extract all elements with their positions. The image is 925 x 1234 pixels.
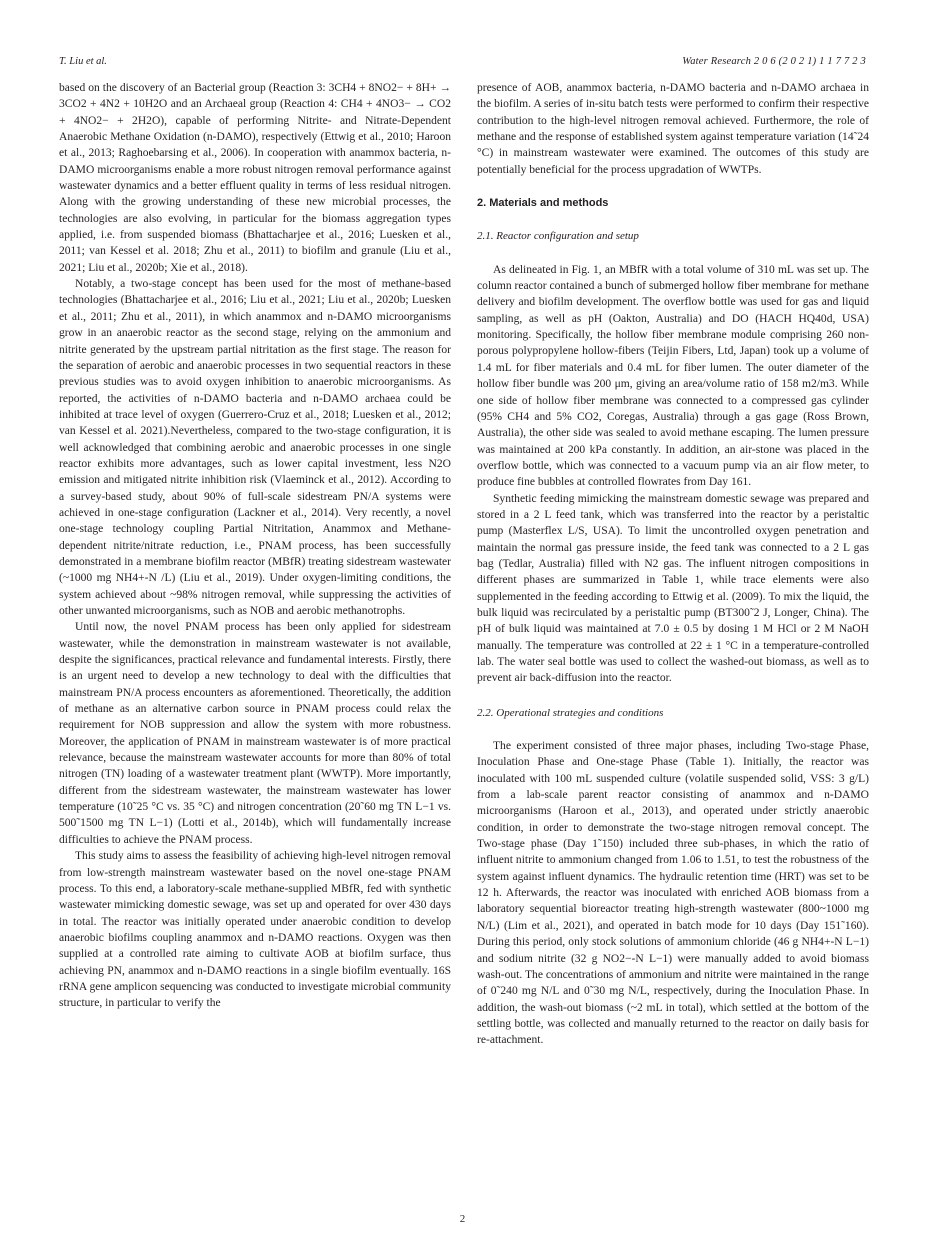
paragraph: As delineated in Fig. 1, an MBfR with a total volume of 310 mL was set up. The column reactor contained a bunch of submerged hollow fiber membrane for methane delivery and biofilm development. The overflow bottle was used for gas and liquid sampling, as well as pH (Oakton, Australia) and DO (HACH HQ40d, USA) monitoring. Specifically, the hollow fiber membrane module comprising 260 non-porous polypropylene hollow-fibers (Teijin Fibers, Ltd, Japan) took up a volume of 1.4 mL for fiber materials and 0.4 mL for fiber lumen. The outer diameter of the hollow fiber bundle was 200 μm, giving an area/volume ratio of 158 m2/m3. While one side of hollow fiber membrane was connected to a compressed gas cylinder (95% CH4 and 5% CO2, Coregas, Australia) through a gas gage (Ross Brown, Australia), the other side was sealed to avoid methane escaping. The lumen pressure was maintained at 200 kPa constantly. In addition, an air-stone was placed in the overflow bottle, which was connected to a vacuum pump via an air flow meter, to produce fine bubbles at controlled flowrates from Day 161.: [477, 263, 869, 489]
right-column: [477, 80, 869, 1049]
paragraph: Notably, a two-stage concept has been used for the most of methane-based technologies (Bhattacharjee et al., 2016; Liu et al., 2021; Liu et al., 2020b; Luesken et al., 2011; Zhu et al., 2011), in which anammox and n-DAMO microorganisms grow in an anaerobic reactor as the second stage, relying on the ammonium and nitrite generated by the upstream partial nitritation as the first stage. The reason for the separation of aerobic and anaerobic processes in two sequential reactors in these previous studies was to avoid oxygen inhibition to anaerobic microorganisms. As reported, the activities of n-DAMO bacteria and n-DAMO archaea could be inhibited at trace level of oxygen (Guerrero-Cruz et al., 2018; Luesken et al., 2012; van Kessel et al. 2021).Nevertheless, compared to the two-stage configuration, it is well acknowledged that combining aerobic and anaerobic processes in one single reactor exhibits more advantages, such as lower capital investment, less N2O emission and mitigated nitrite inhibition risk (Vlaeminck et al., 2012). According to a survey-based study, about 90% of full-scale sidestream PN/A systems were achieved in one-stage configuration (Lackner et al., 2014). Very recently, a novel one-stage technology coupling Partial Nitritation, Anammox and Methane-dependent nitrite/nitrate reduction, i.e., PNAM process, has been successfully demonstrated in a membrane biofilm reactor (MBfR) treating sidestream wastewater (~1000 mg NH4+-N /L) (Liu et al., 2019). Under oxygen-limiting conditions, the system achieved about ~98% nitrogen removal, while suppressing the activities of other unwanted microorganisms, such as NOB and aerobic methanotrophs.: [59, 278, 451, 617]
running-head-journal: Water Research 2 0 6 (2 0 2 1) 1 1 7 7 2 3: [682, 56, 866, 67]
subsection-heading: 2.2. Operational strategies and conditions: [477, 706, 664, 719]
paragraph: The experiment consisted of three major phases, including Two-stage Phase, Inoculation Phase and One-stage Phase (Table 1). Initially, the reactor was inoculated with 100 mL suspended culture (volatile suspended solid, VSS: 3 g/L) from a lab-scale parent reactor consisting of anammox and n-DAMO microorganisms (Haroon et al., 2013), and operated under strictly anaerobic condition, in order to demonstrate the two-stage nitrogen removal concept. The Two-stage phase (Day 1˜150) included three sub-phases, in which the ratio of influent nitrite to ammonium changed from 1.06 to 1.51, to test the robustness of the system against influent dynamics. The hydraulic retention time (HRT) was set to be 12 h. Afterwards, the reactor was inoculated with enriched AOB biomass from a laboratory sequential bioreactor treating high-strength wastewater (800~1000 mg N/L) (Lim et al., 2021), and operated in batch mode for 10 days (Day 151˜160). During this period, only stock solutions of ammonium chloride (46 g NH4+-N L−1) and sodium nitrite (32 g NO2−-N L−1) were manually added to avoid biomass wash-out. The concentrations of ammonium and nitrite were maintained in the range of 0˜240 mg N/L and 0˜30 mg N/L, respectively, during the Inoculation Phase. In addition, the wash-out biomass (~2 mL in total), which settled at the bottom of the settling bottle, was collected and manually returned to the reactor on daily basis for re-attachment.: [477, 740, 869, 1047]
paragraph: This study aims to assess the feasibility of achieving high-level nitrogen removal from low-strength mainstream wastewater based on the novel one-stage PNAM process. To this end, a laboratory-scale methane-supplied MBfR, fed with synthetic wastewater mimicking domestic sewage, was set up and operated for over 430 days in total. The reactor was initially operated under anaerobic condition to develop anaerobic biofilms coupling anammox and n-DAMO reactions. Oxygen was then supplied at a controlled rate aiming to cultivate AOB at biofilm surface, thus achieving PN, anammox and n-DAMO reactions in a single biofilm eventually. 16S rRNA gene amplicon sequencing was conducted to investigate microbial community structure, in particular to verify the: [59, 850, 451, 1010]
paragraph: Synthetic feeding mimicking the mainstream domestic sewage was prepared and stored in a 2 L feed tank, which was transferred into the reactor by a peristaltic pump (Masterflex L/S, USA). To limit the uncontrolled oxygen penetration and maintain the normal gas pressure inside, the feed tank was connected to a 2 L gas bag (Tedlar, Australia) filled with N2 gas. The influent nitrogen compositions in different phases are summarized in Table 1, while trace elements were also supplemented in the feeding according to Ettwig et al. (2009). To mix the liquid, the bulk liquid was recirculated by a peristaltic pump (BT300˜2 J, Longer, China). The pH of bulk liquid was maintained at 7.0 ± 0.5 by dosing 1 M HCl or 2 M NaOH manually. The temperature was controlled at 22 ± 1 °C in a temperature-controlled lab. The water seal bottle was used to collect the washed-out biomass, as well as to prevent air back-diffusion into the reactor.: [477, 492, 869, 685]
section-heading: 2. Materials and methods: [477, 197, 609, 210]
paragraph: based on the discovery of an Bacterial group (Reaction 3: 3CH4 + 8NO2− + 8H+ → 3CO2 + 4N2 + 10H2O and an Archaeal group (Reaction 4: CH4 + 4NO3− → CO2 + 4NO2− + 2H2O), capable of performing Nitrite- and Nitrate-Dependent Anaerobic Methane Oxidation (n-DAMO), respectively (Ettwig et al., 2010; Haroon et al., 2013; Raghoebarsing et al., 2006). In cooperation with anammox bacteria, n-DAMO microorganisms enable a more robust nitrogen removal performance against wastewater dynamics and a better effluent quality in terms of less residual nitrogen. Along with the growing understanding of these new microbial processes, the technologies are also evolving, in particular for the biomass aggregation types applied, i.e. from suspended biomass (Bhattacharjee et al., 2016; Luesken et al., 2011; van Kessel et al. 2018; Zhu et al., 2011) to biofilm and granule (Liu et al., 2021; Liu et al., 2020b; Xie et al., 2018).: [59, 82, 451, 274]
running-head-authors: T. Liu et al.: [59, 56, 107, 67]
left-column: [59, 80, 451, 1012]
paragraph: presence of AOB, anammox bacteria, n-DAMO bacteria and n-DAMO archaea in the biofilm. A series of in-situ batch tests were performed to confirm their respective contribution to the high-level nitrogen removal achieved. Furthermore, the role of methane and the response of established system against temperature variation (14˜24 °C) in mainstream wastewater were examined. The outcomes of this study are potentially beneficial for the process upgradation of WWTPs.: [477, 82, 869, 176]
paragraph: Until now, the novel PNAM process has been only applied for sidestream wastewater, while the demonstration in mainstream wastewater is not available, despite the significances, practical relevance and fundamental interests. Firstly, there is an urgent need to develop a new technology to deal with the difficulties that mainstream PN/A process encounters as aforementioned. Theoretically, the addition of methane as an alternative carbon source in PNAM process could relax the requirement for NOB suppression and allow the system with more robustness. Moreover, the application of PNAM in mainstream wastewater is of more practical relevance, because the mainstream wastewater accounts for more than 80% of total nitrogen (TN) loading of a wastewater treatment plant (WWTP). More importantly, different from the sidestream wastewater, the mainstream wastewater has lower temperature (10˜25 °C vs. 35 °C) and nitrogen concentration (20˜60 mg TN L−1 vs. 500˜1500 mg TN L−1) (Lotti et al., 2014b), which will fundamentally increase difficulties to achieve the PNAM process.: [59, 621, 451, 846]
subsection-heading: 2.1. Reactor configuration and setup: [477, 230, 639, 243]
page-number: 2: [459, 1213, 466, 1225]
running-head: [59, 56, 866, 70]
